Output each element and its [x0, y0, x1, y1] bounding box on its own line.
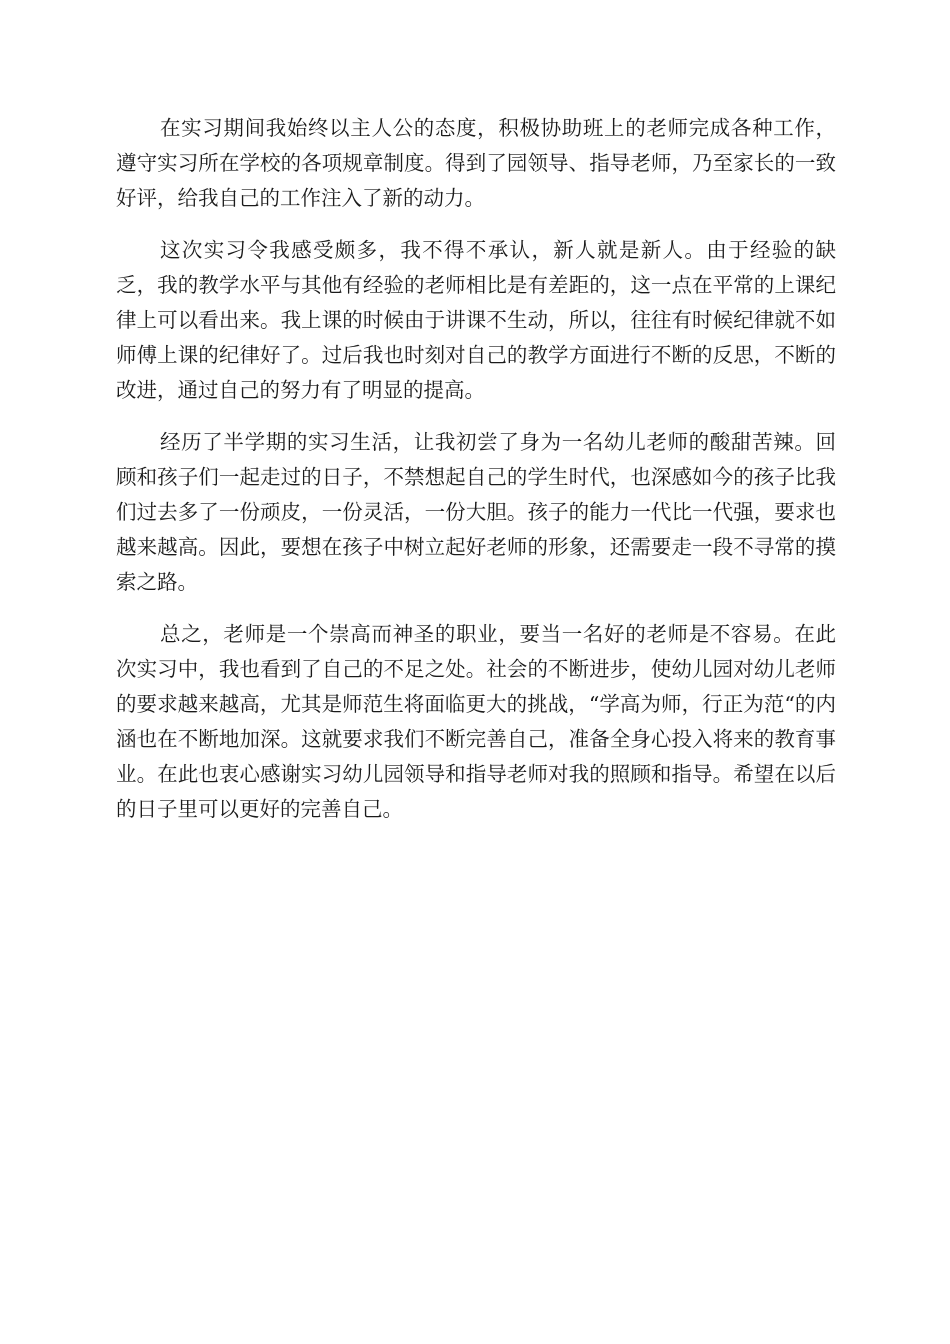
document-body — [116, 111, 836, 844]
paragraph-4: 总之，老师是一个崇高而神圣的职业，要当一名好的老师是不容易。在此次实习中，我也看到了自己的不足之处。社会的不断进步，使幼儿园对幼儿老师的要求越来越高，尤其是师范生将面临更大的挑战，“学高为师，行正为范“的内涵也在不断地加深。这就要求我们不断完善自己，准备全身心投入将来的教育事业。在此也衷心感谢实习幼儿园领导和指导老师对我的照顾和指导。希望在以后的日子里可以更好的完善自己。 — [116, 622, 836, 821]
paragraph-3: 经历了半学期的实习生活，让我初尝了身为一名幼儿老师的酸甜苦辣。回顾和孩子们一起走过的日子，不禁想起自己的学生时代，也深感如今的孩子比我们过去多了一份顽皮，一份灵活，一份大胆。孩子的能力一代比一代强，要求也越来越高。因此，要想在孩子中树立起好老师的形象，还需要走一段不寻常的摸索之路。 — [116, 430, 836, 594]
paragraph-2: 这次实习令我感受颇多，我不得不承认，新人就是新人。由于经验的缺乏，我的教学水平与其他有经验的老师相比是有差距的，这一点在平常的上课纪律上可以看出来。我上课的时候由于讲课不生动，所以，往往有时候纪律就不如师傅上课的纪律好了。过后我也时刻对自己的教学方面进行不断的反思，不断的改进，通过自己的努力有了明显的提高。 — [116, 238, 836, 402]
paragraph-1: 在实习期间我始终以主人公的态度，积极协助班上的老师完成各种工作，遵守实习所在学校的各项规章制度。得到了园领导、指导老师，乃至家长的一致好评，给我自己的工作注入了新的动力。 — [116, 116, 836, 210]
